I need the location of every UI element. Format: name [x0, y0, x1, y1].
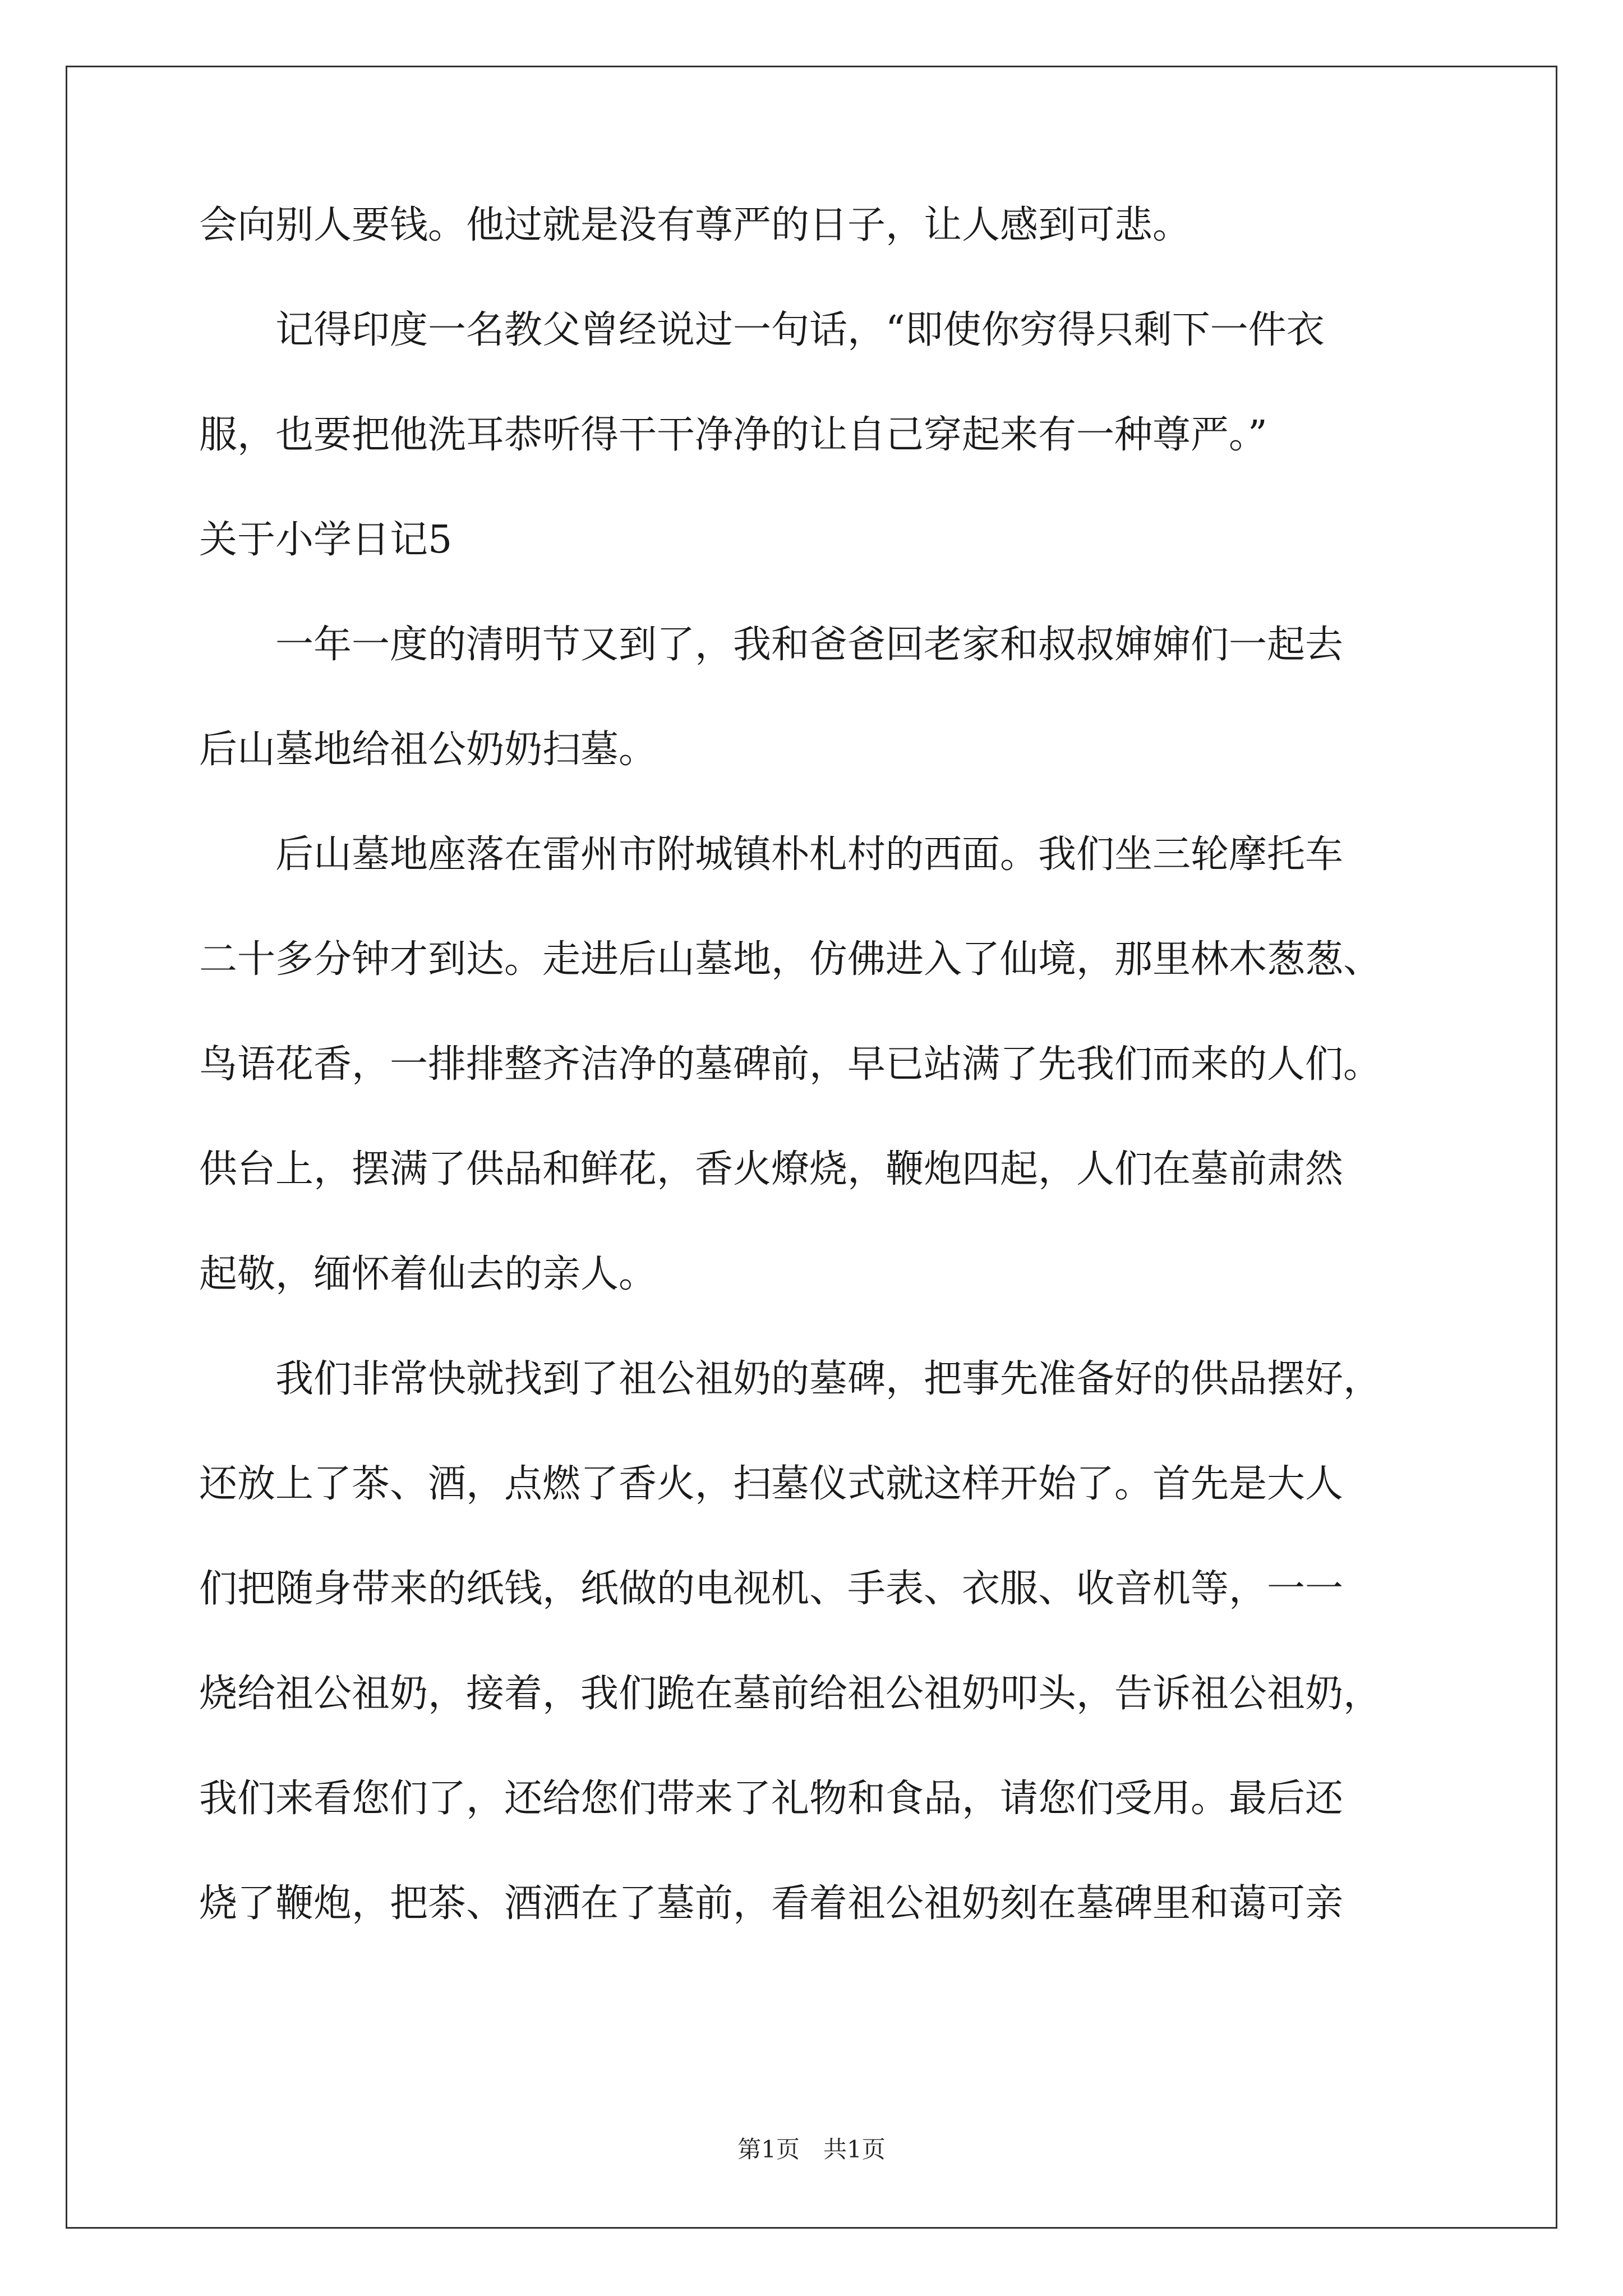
text-line: 烧给祖公祖奶，接着，我们跪在墓前给祖公祖奶叩头，告诉祖公祖奶，: [199, 1672, 1382, 1716]
text-line: 我们来看您们了，还给您们带来了礼物和食品，请您们受用。最后还: [199, 1777, 1344, 1821]
paragraph-line: 一年一度的清明节又到了，我和爸爸回老家和叔叔婶婶们一起去: [275, 623, 1344, 667]
paragraph-line: 我们非常快就找到了祖公祖奶的墓碑，把事先准备好的供品摆好，: [275, 1357, 1382, 1401]
text-line: 供台上，摆满了供品和鲜花，香火燎烧，鞭炮四起，人们在墓前肃然: [199, 1147, 1344, 1191]
text-line: 会向别人要钱。他过就是没有尊严的日子，让人感到可悲。: [199, 203, 1191, 247]
text-line: 起敬，缅怀着仙去的亲人。: [199, 1252, 657, 1296]
text-line: 烧了鞭炮，把茶、酒洒在了墓前，看着祖公祖奶刻在墓碑里和蔼可亲: [199, 1881, 1344, 1926]
text-line: 服，也要把他洗耳恭听得干干净净的让自己穿起来有一种尊严。”: [199, 413, 1267, 457]
paragraph-line: 记得印度一名教父曾经说过一句话，“即使你穷得只剩下一件衣: [275, 308, 1325, 352]
text-line: 鸟语花香，一排排整齐洁净的墓碑前，早已站满了先我们而来的人们。: [199, 1042, 1382, 1087]
section-heading: 关于小学日记5: [199, 518, 453, 562]
text-line: 们把随身带来的纸钱，纸做的电视机、手表、衣服、收音机等，一一: [199, 1567, 1344, 1611]
page-footer: 第1页 共1页: [737, 2136, 886, 2163]
text-line: 二十多分钟才到达。走进后山墓地，仿佛进入了仙境，那里林木葱葱、: [199, 937, 1382, 982]
text-line: 后山墓地给祖公奶奶扫墓。: [199, 728, 657, 772]
text-line: 还放上了茶、酒，点燃了香火，扫墓仪式就这样开始了。首先是大人: [199, 1462, 1344, 1506]
paragraph-line: 后山墓地座落在雷州市附城镇朴札村的西面。我们坐三轮摩托车: [275, 832, 1344, 877]
